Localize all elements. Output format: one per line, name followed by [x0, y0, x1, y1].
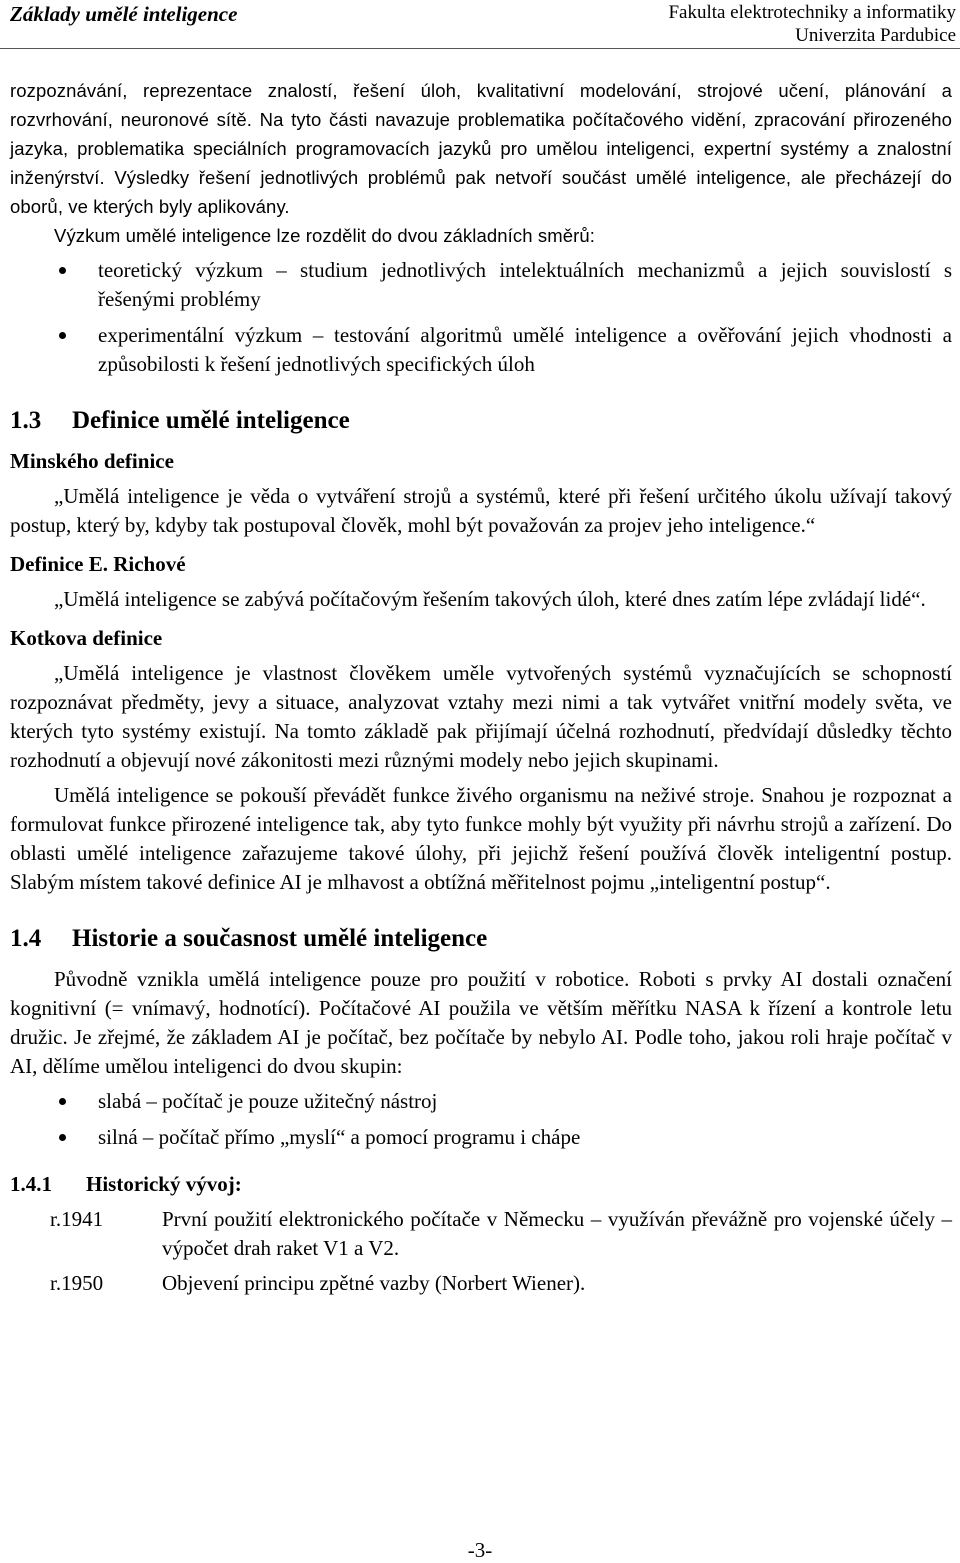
list-item: silná – počítač přímo „myslí“ a pomocí programu i chápe — [10, 1123, 952, 1152]
rich-definition: „Umělá inteligence se zabývá počítačovým řešením takových úloh, které dnes zatím lépe zvládají lidé“. — [54, 587, 926, 611]
page-number: -3- — [467, 1538, 493, 1562]
list-item: slabá – počítač je pouze užitečný nástroj — [10, 1087, 952, 1116]
ai-description: Umělá inteligence se pokouší převádět funkce živého organismu na neživé stroje. Snahou je rozpoznat a formulovat funkce přirozené inteligence tak, aby tyto funkce mohly být využity při návrhu strojů a zařízení. Do oblasti umělé inteligence zařazujeme takové úlohy, při jejichž řešení používá člověk inteligentní postup. Slabým místem takové definice AI je mlhavost a obtížná měřitelnost pojmu „inteligentní postup“. — [10, 783, 952, 894]
minsky-definition: „Umělá inteligence je věda o vytváření strojů a systémů, které při řešení určitého úkolu užívají takový postup, který by, kdyby tak postupoval člověk, mohl být považován za projev jeho inteligence.“ — [10, 484, 952, 537]
document-body — [10, 76, 952, 1298]
university-name: Univerzita Pardubice — [795, 25, 956, 46]
section-heading-1-3: 1.3 Definice umělé inteligence — [10, 407, 350, 434]
history-paragraph: Původně vznikla umělá inteligence pouze pro použití v robotice. Roboti s prvky AI dostali označení kognitivní (= vnímavý, hodnotící). Počítačové AI použila ve větším měřítku NASA k řízení a kontrole letu družic. Je zřejmé, že základem AI je počítač, bez počítače by nebylo AI. Podle toho, jakou roli hraje počítač v AI, dělíme umělou inteligenci do dvou skupin: — [10, 967, 952, 1078]
history-row — [10, 1269, 952, 1298]
kotek-heading: Kotkova definice — [10, 626, 163, 650]
course-title: Základy umělé inteligence — [10, 2, 238, 26]
research-intro: Výzkum umělé inteligence lze rozdělit do dvou základních směrů: — [54, 225, 596, 246]
intro-paragraph: rozpoznávání, reprezentace znalostí, řešení úloh, kvalitativní modelování, strojové učení, plánování a rozvrhování, neuronové sítě. Na tyto části navazuje problematika počítačového vidění, zpracování přirozeného jazyka, problematika speciálních programovacích jazyků pro umělou inteligenci, expertní systémy a znalostní inženýrství. Výsledky řešení jednotlivých problémů pak netvoří součást umělé inteligence, ale přecházejí do oborů, ve kterých byly aplikovány. — [10, 80, 952, 217]
page-header — [0, 0, 960, 49]
research-list — [10, 256, 952, 379]
list-item: teoretický výzkum – studium jednotlivých intelektuálních mechanizmů a jejich souvislostí s řešenými problémy — [10, 256, 952, 314]
history-year: r.1950 — [50, 1271, 104, 1295]
bullet-icon — [59, 1134, 66, 1141]
history-year: r.1941 — [50, 1207, 104, 1231]
ai-types-list — [10, 1087, 952, 1152]
history-row — [10, 1205, 952, 1263]
kotek-definition: „Umělá inteligence je vlastnost člověkem uměle vytvořených systémů vyznačujících se schopností rozpoznávat předměty, jevy a situace, analyzovat vztahy mezi nimi a tak vytvářet vnitřní modely světa, ve kterých tyto systémy existují. Na tomto základě pak přijímají účelná rozhodnutí, předvídají důsledky těchto rozhodnutí a objevují nové zákonitosti mezi různými modely nebo jejich skupinami. — [10, 661, 952, 772]
history-text: Objevení principu zpětné vazby (Norbert Wiener). — [162, 1271, 586, 1295]
rich-heading: Definice E. Richové — [10, 552, 186, 576]
list-item: experimentální výzkum – testování algoritmů umělé inteligence a ověřování jejich vhodnosti a způsobilosti k řešení jednotlivých specifických úloh — [10, 321, 952, 379]
bullet-icon — [59, 1098, 66, 1105]
faculty-name: Fakulta elektrotechniky a informatiky — [668, 2, 956, 23]
section-heading-1-4: 1.4 Historie a současnost umělé inteligence — [10, 925, 488, 952]
section-heading-1-4-1: 1.4.1 Historický vývoj: — [10, 1172, 242, 1196]
history-text: První použití elektronického počítače v Německu – využíván převážně pro vojenské účely – výpočet drah raket V1 a V2. — [162, 1207, 952, 1260]
minsky-heading: Minského definice — [10, 449, 174, 473]
bullet-icon — [59, 267, 66, 274]
bullet-icon — [59, 332, 66, 339]
